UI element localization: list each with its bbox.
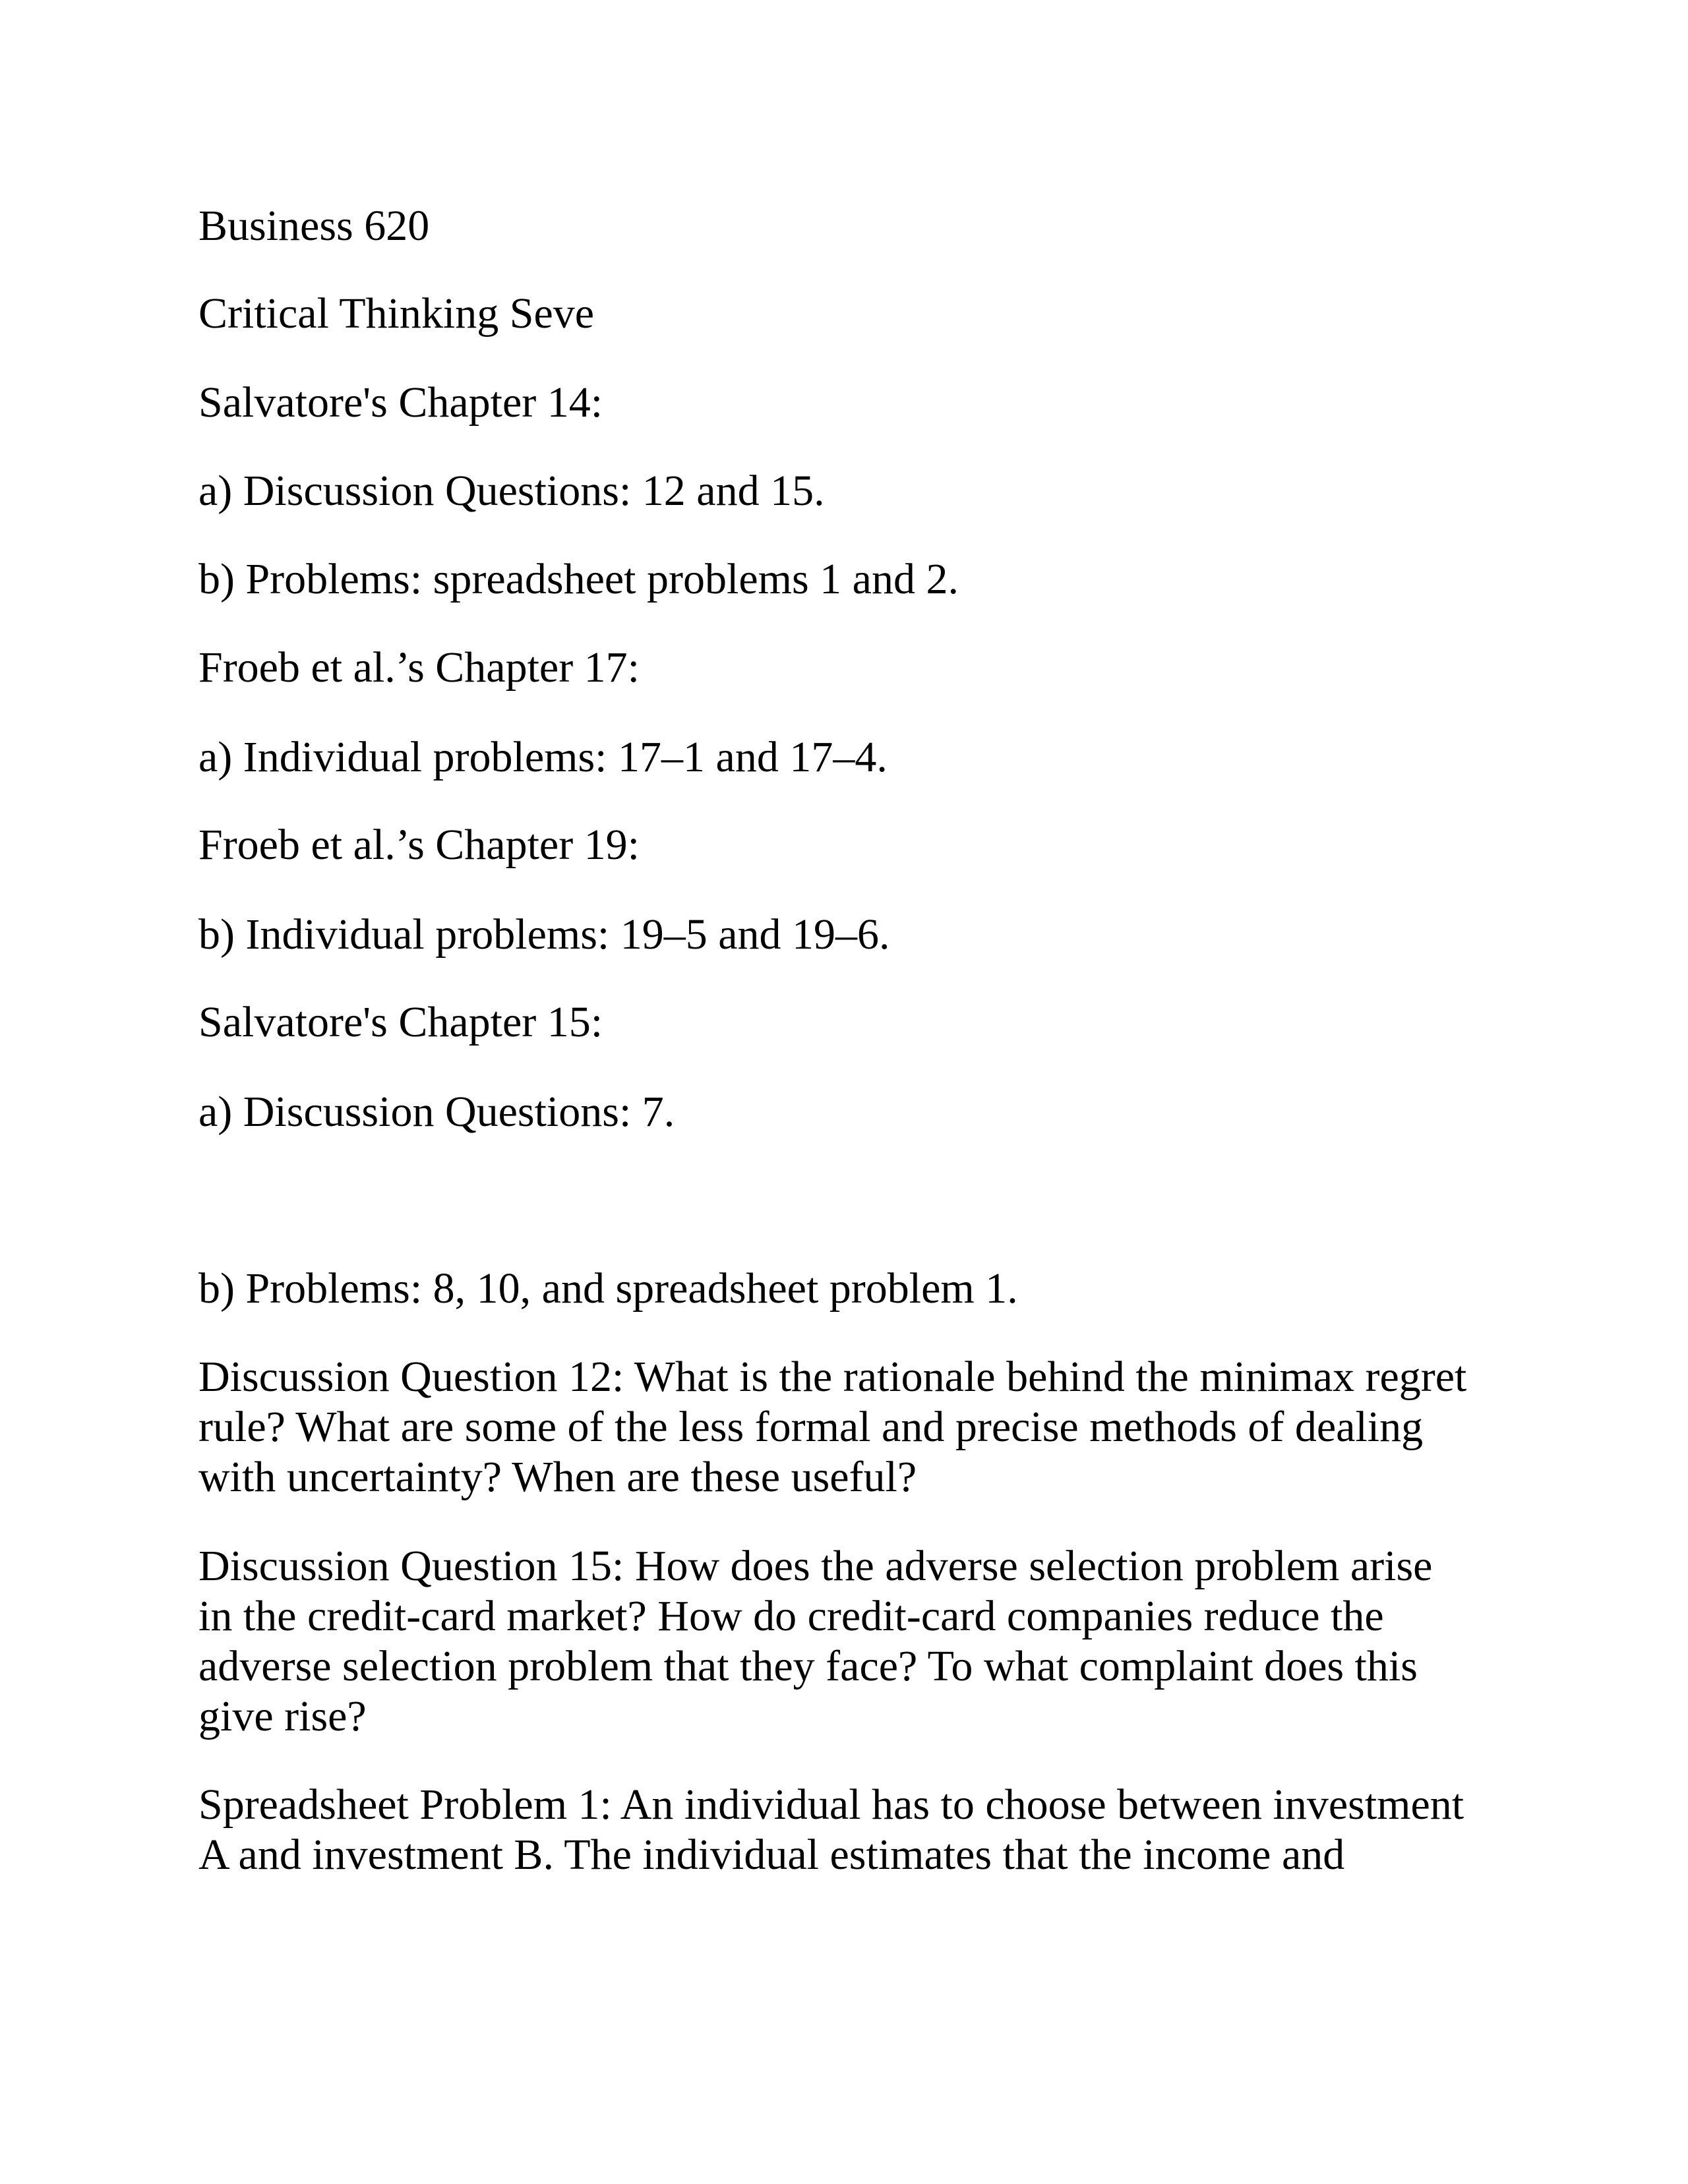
chapter-heading: Froeb et al.’s Chapter 17: [198, 643, 640, 692]
assignment-item: b) Problems: 8, 10, and spreadsheet problem 1. [198, 1264, 1018, 1313]
paragraph-line: adverse selection problem that they face? To what complaint does this [198, 1642, 1418, 1690]
chapter-heading: Salvatore's Chapter 14: [198, 378, 603, 427]
paragraph-line: A and investment B. The individual estimates that the income and [198, 1831, 1345, 1879]
assignment-item: a) Discussion Questions: 7. [198, 1088, 675, 1136]
assignment-item: b) Problems: spreadsheet problems 1 and 2. [198, 555, 959, 603]
paragraph-line: rule? What are some of the less formal and precise methods of dealing [198, 1403, 1424, 1451]
assignment-item: a) Individual problems: 17–1 and 17–4. [198, 733, 888, 781]
course-title: Business 620 [198, 202, 430, 250]
paragraph-line: with uncertainty? When are these useful? [198, 1453, 917, 1501]
chapter-heading: Salvatore's Chapter 15: [198, 998, 603, 1046]
assignment-item: a) Discussion Questions: 12 and 15. [198, 467, 825, 515]
paragraph-line: give rise? [198, 1692, 367, 1740]
problem-paragraph [198, 1780, 1517, 1880]
question-paragraph [198, 1541, 1517, 1742]
paragraph-line: in the credit-card market? How do credit-card companies reduce the [198, 1592, 1384, 1640]
assignment-item: b) Individual problems: 19–5 and 19–6. [198, 910, 890, 959]
chapter-heading: Froeb et al.’s Chapter 19: [198, 821, 640, 869]
question-paragraph [198, 1352, 1517, 1502]
paragraph-line: Discussion Question 12: What is the rationale behind the minimax regret [198, 1353, 1467, 1401]
assignment-title: Critical Thinking Seve [198, 289, 595, 338]
paragraph-line: Discussion Question 15: How does the adverse selection problem arise [198, 1542, 1433, 1590]
paragraph-line: Spreadsheet Problem 1: An individual has to choose between investment [198, 1781, 1464, 1829]
